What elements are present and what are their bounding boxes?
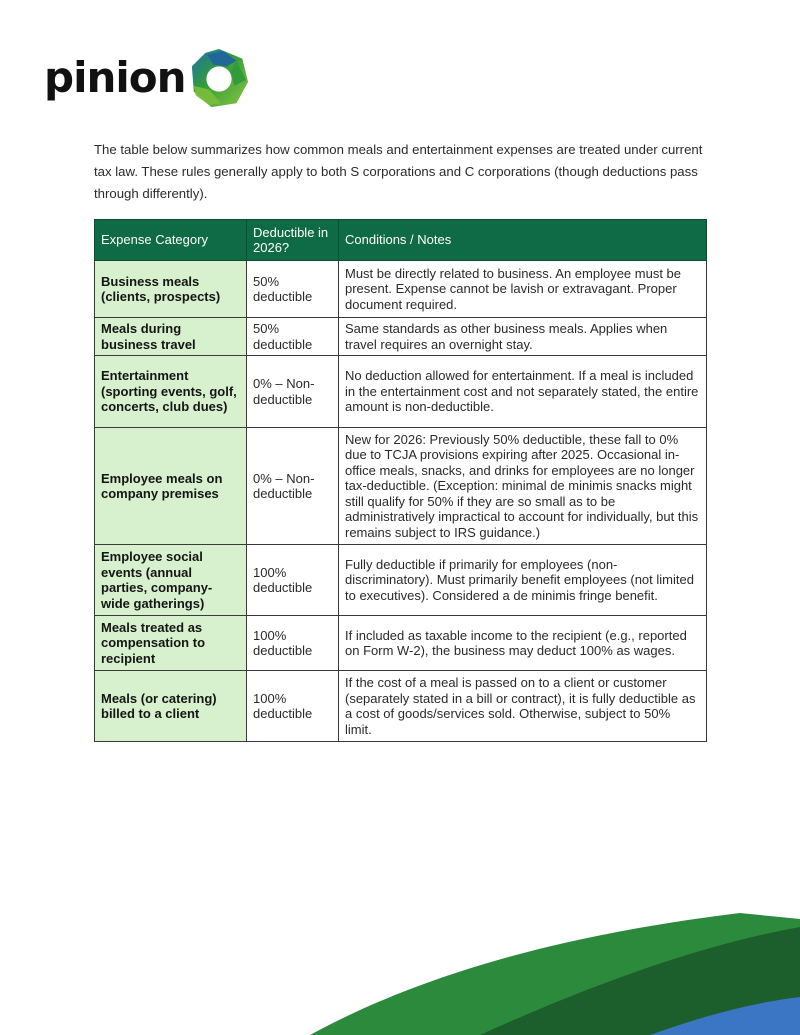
- notes-cell: Same standards as other business meals. Applies when travel requires an overnight stay.: [339, 318, 707, 356]
- deductible-cell: 100% deductible: [247, 671, 339, 742]
- table-header-row: [95, 220, 707, 261]
- table-row: [95, 671, 707, 742]
- deductible-cell: 0% – Non-deductible: [247, 428, 339, 545]
- expense-table: [94, 219, 707, 742]
- table-row: [95, 318, 707, 356]
- deductible-cell: 0% – Non-deductible: [247, 356, 339, 428]
- table-row: [95, 545, 707, 616]
- notes-cell: Fully deductible if primarily for employees (non-discriminatory). Must primarily benefit employees (not limited to executives). Considered a de minimis fringe benefit.: [339, 545, 707, 616]
- expense-category-cell: Entertainment (sporting events, golf, concerts, club dues): [95, 356, 247, 428]
- brand-name: pinion: [44, 53, 186, 102]
- expense-category-cell: Employee meals on company premises: [95, 428, 247, 545]
- notes-cell: Must be directly related to business. An employee must be present. Expense cannot be lavish or extravagant. Proper document required.: [339, 261, 707, 318]
- header-conditions-notes: Conditions / Notes: [339, 220, 707, 261]
- table-row: [95, 356, 707, 428]
- expense-category-cell: Meals during business travel: [95, 318, 247, 356]
- intro-paragraph: The table below summarizes how common meals and entertainment expenses are treated under current tax law. These rules generally apply to both S corporations and C corporations (though deductions pass through differently).: [94, 142, 703, 201]
- header-deductible: Deductible in 2026?: [247, 220, 339, 261]
- deductible-cell: 50% deductible: [247, 261, 339, 318]
- deductible-cell: 100% deductible: [247, 616, 339, 671]
- notes-cell: No deduction allowed for entertainment. If a meal is included in the entertainment cost and not separately stated, the entire amount is non-deductible.: [339, 356, 707, 428]
- expense-category-cell: Meals treated as compensation to recipient: [95, 616, 247, 671]
- header-expense-category: Expense Category: [95, 220, 247, 261]
- table-row: [95, 616, 707, 671]
- notes-cell: If the cost of a meal is passed on to a client or customer (separately stated in a bill or contract), it is fully deductible as a cost of goods/services sold. Otherwise, subject to 50% limit.: [339, 671, 707, 742]
- notes-cell: If included as taxable income to the recipient (e.g., reported on Form W-2), the business may deduct 100% as wages.: [339, 616, 707, 671]
- expense-category-cell: Meals (or catering) billed to a client: [95, 671, 247, 742]
- expense-category-cell: Employee social events (annual parties, company-wide gatherings): [95, 545, 247, 616]
- pinion-ring-logo-icon: [188, 47, 250, 109]
- brand-logo: [44, 46, 250, 110]
- deductible-cell: 100% deductible: [247, 545, 339, 616]
- notes-cell: New for 2026: Previously 50% deductible, these fall to 0% due to TCJA provisions expiring after 2025. Occasional in-office meals, snacks, and drinks for employees are no longer tax-deductible. (Exception: minimal de minimis snacks might still qualify for 50% if they are so small as to be administratively impractical to account for individually, but this remains subject to IRS guidance.): [339, 428, 707, 545]
- table-row: [95, 261, 707, 318]
- table-row: [95, 428, 707, 545]
- footer-wave-decoration: [0, 905, 800, 1035]
- expense-category-cell: Business meals (clients, prospects): [95, 261, 247, 318]
- deductible-cell: 50% deductible: [247, 318, 339, 356]
